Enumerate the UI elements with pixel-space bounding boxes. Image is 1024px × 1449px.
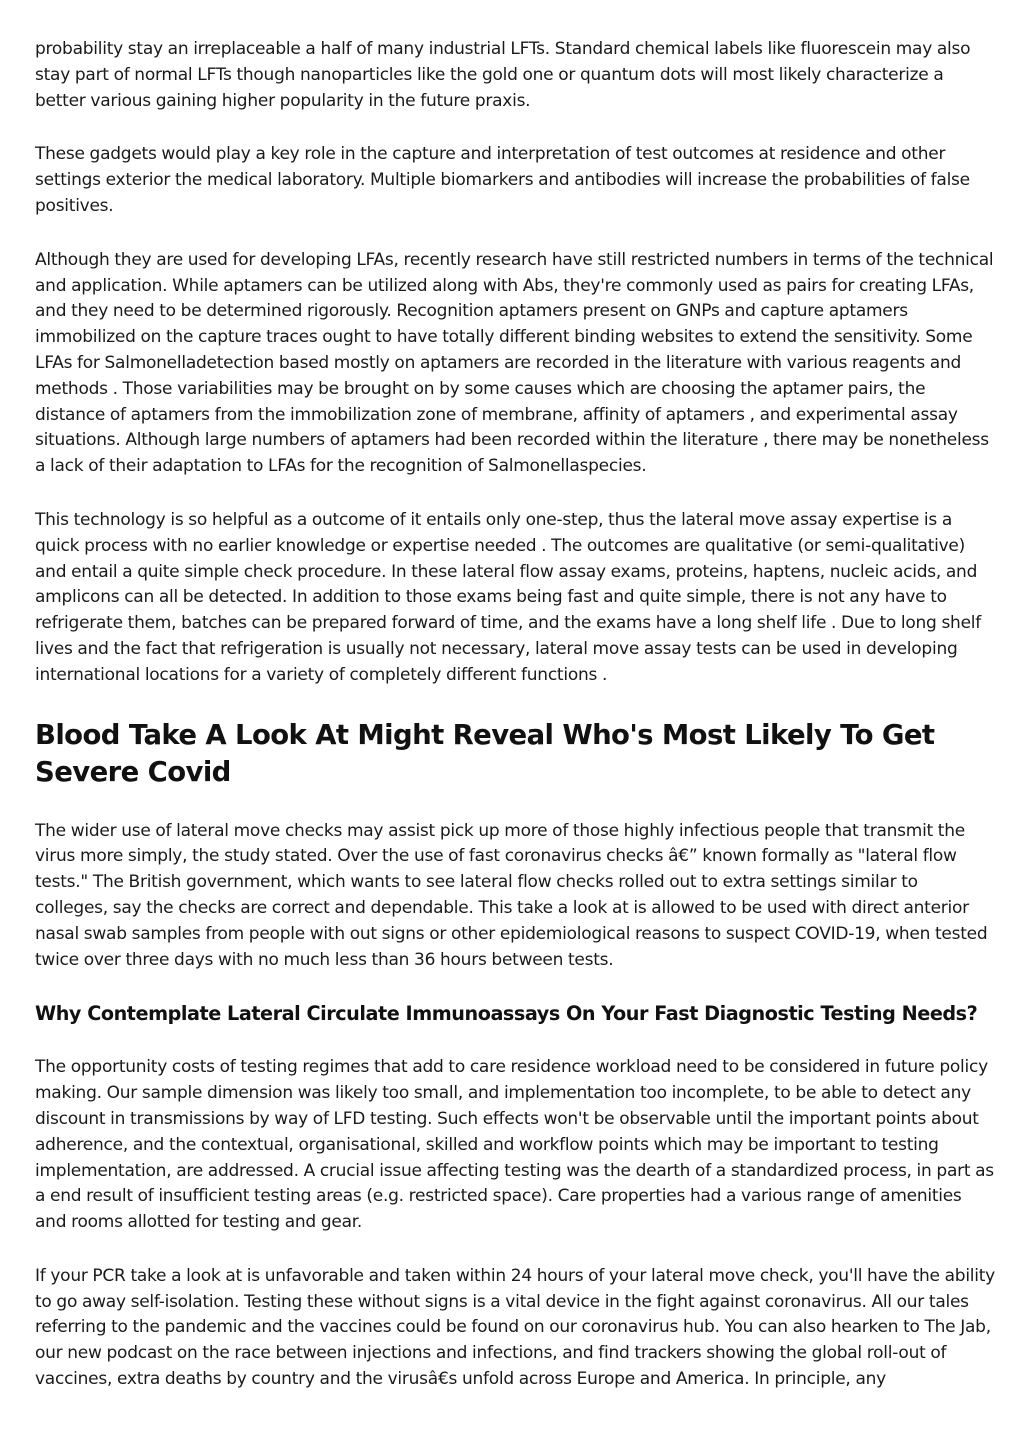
paragraph-gadgets: These gadgets would play a key role in the capture and interpretation of test outcomes at residence and other settings exterior the medical laboratory. Multiple biomarkers and antibodies will increase the probabilities of false positives. xyxy=(35,144,970,216)
paragraph-lateral-flow-checks: The wider use of lateral move checks may assist pick up more of those highly infectious people that transmit the virus more simply, the study stated. Over the use of fast coronavirus checks â€” known formally as "lateral flow tests." The British government, which wants to see lateral flow checks rolled out to extra settings similar to colleges, say the checks are correct and dependable. This take a look at is allowed to be used with direct anterior nasal swab samples from people with out signs or other epidemiological reasons to suspect COVID-19, when tested twice over three days with no much less than 36 hours between tests. xyxy=(35,820,988,970)
paragraph-aptamers: Although they are used for developing LFAs, recently research have still restricted numbers in terms of the technical and application. While aptamers can be utilized along with Abs, they're commonly used as pairs for creating LFAs, and they need to be determined rigorously. Recognition aptamers present on GNPs and capture aptamers immobilized on the capture traces ought to have totally different binding websites to extend the sensitivity. Some LFAs for Salmonelladetection based mostly on aptamers are recorded in the literature with various reagents and methods . Those variabilities may be brought on by some causes which are choosing the aptamer pairs, the distance of aptamers from the immobilization zone of membrane, affinity of aptamers , and experimental assay situations. Although large numbers of aptamers had been recorded within the literature , there may be nonetheless a lack of their adaptation to LFAs for the recognition of Salmonellaspecies. xyxy=(35,249,994,477)
subheading-immunoassays: Why Contemplate Lateral Circulate Immunoassays On Your Fast Diagnostic Testing Needs? xyxy=(35,1002,978,1026)
section-heading-blood-test: Blood Take A Look At Might Reveal Who's Most Likely To Get Severe Covid xyxy=(35,718,935,788)
paragraph-technology: This technology is so helpful as a outcome of it entails only one-step, thus the lateral move assay expertise is a quick process with no earlier knowledge or expertise needed . The outcomes are qualitative (or semi-qualitative) and entail a quite simple check procedure. In these lateral flow assay exams, proteins, haptens, nucleic acids, and amplicons can all be detected. In addition to those exams being fast and quite simple, there is not any have to refrigerate them, batches can be prepared forward of time, and the exams have a long shelf life . Due to long shelf lives and the fact that refrigeration is usually not necessary, lateral move assay tests can be used in developing international locations for a variety of completely different functions . xyxy=(35,509,981,685)
paragraph-pcr-test: If your PCR take a look at is unfavorable and taken within 24 hours of your lateral move check, you'll have the ability to go away self-isolation. Testing these without signs is a vital device in the fight against coronavirus. All our tales referring to the pandemic and the vaccines could be found on our coronavirus hub. You can also hearken to The Jab, our new podcast on the race between injections and infections, and find trackers showing the global roll-out of vaccines, extra deaths by country and the virusâ€s unfold across Europe and America. In principle, any xyxy=(35,1265,995,1390)
article-body xyxy=(35,37,995,1421)
paragraph-fluorescein: probability stay an irreplaceable a half of many industrial LFTs. Standard chemical labels like fluorescein may also stay part of normal LFTs though nanoparticles like the gold one or quantum dots will most likely characterize a better various gaining higher popularity in the future praxis. xyxy=(35,39,971,111)
paragraph-opportunity-costs: The opportunity costs of testing regimes that add to care residence workload need to be considered in future policy making. Our sample dimension was likely too small, and implementation too incomplete, to be able to detect any discount in transmissions by way of LFD testing. Such effects won't be observable until the important points about adherence, and the contextual, organisational, skilled and workflow points which may be important to testing implementation, are addressed. A crucial issue affecting testing was the dearth of a standardized process, in part as a end result of insufficient testing areas (e.g. restricted space). Care properties had a various range of amenities and rooms allotted for testing and gear. xyxy=(35,1057,994,1233)
